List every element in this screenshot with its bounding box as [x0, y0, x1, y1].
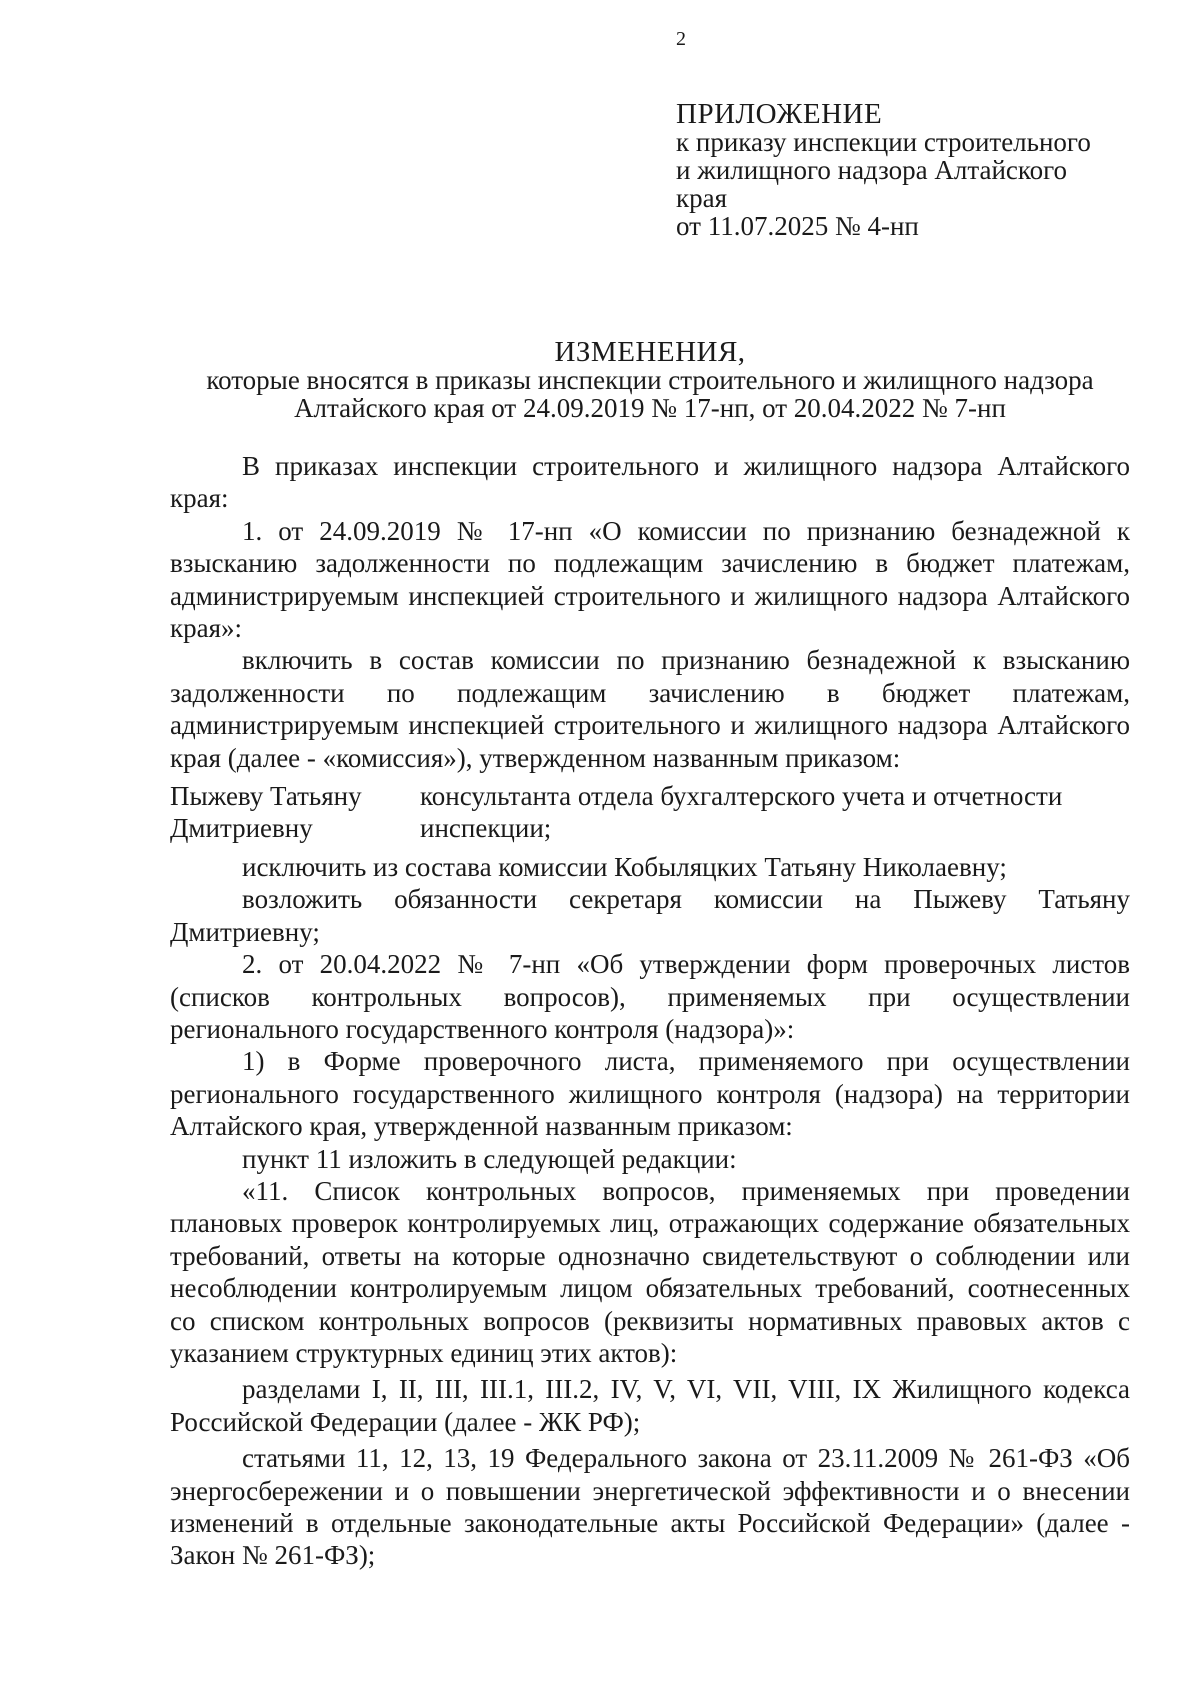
member-name-line: Пыжеву Татьяну [170, 781, 362, 812]
paragraph-articles: статьями 11, 12, 13, 19 Федерального закона от 23.11.2009 № 261-ФЗ «Об энергосбережении и о повышении энергетической эффективности и о внесении изменений в отдельные законодательные акты Российской Федерации» (далее - Закон № 261-ФЗ); [170, 1443, 1130, 1571]
member-role-line: консультанта отдела бухгалтерского учета и отчетности [420, 781, 1063, 812]
heading-line: Алтайского края от 24.09.2019 № 17-нп, от 20.04.2022 № 7-нп [294, 393, 1006, 423]
paragraph-point-11: пункт 11 изложить в следующей редакции: [242, 1143, 737, 1174]
document-heading [170, 338, 1130, 422]
paragraph-item-1: 1. от 24.09.2019 № 17-нп «О комиссии по признанию безнадежной к взысканию задолженности по подлежащим зачислению в бюджет платежам, администрируемым инспекцией строительного и жилищного надзора Алтайского края»: [170, 515, 1130, 644]
appendix-block [676, 100, 1091, 240]
appendix-title: ПРИЛОЖЕНИЕ [676, 98, 883, 130]
document-body [170, 450, 1130, 1572]
member-role-line: инспекции; [420, 813, 552, 844]
appendix-line: и жилищного надзора Алтайского [676, 155, 1068, 185]
paragraph-exclude: исключить из состава комиссии Кобыляцких Татьяну Николаевну; [242, 851, 1007, 882]
paragraph-secretary: возложить обязанности секретаря комиссии на Пыжеву Татьяну Дмитриевну; [170, 884, 1130, 947]
paragraph-subitem-1: 1) в Форме проверочного листа, применяемого при осуществлении регионального государственного жилищного контроля (надзора) на территории Алтайского края, утвержденной названным приказом: [170, 1046, 1130, 1142]
paragraph-item-2: 2. от 20.04.2022 № 7-нп «Об утверждении форм проверочных листов (списков контрольных вопросов), применяемых при осуществлении регионального государственного контроля (надзора)»: [170, 949, 1130, 1044]
member-name [170, 780, 420, 845]
appendix-line: от 11.07.2025 № 4-нп [676, 211, 919, 241]
paragraph-quote-11: «11. Список контрольных вопросов, применяемых при проведении плановых проверок контролируемых лиц, отражающих содержание обязательных требований, ответы на которые однозначно свидетельствуют о соблюдении или несоблюдении контролируемым лицом обязательных требований, соотнесенных со списком контрольных вопросов (реквизиты нормативных правовых актов с указанием структурных единиц этих актов): [170, 1175, 1130, 1368]
paragraph-sections: разделами I, II, III, III.1, III.2, IV, V, VI, VII, VIII, IX Жилищного кодекса Российской Федерации (далее - ЖК РФ); [170, 1374, 1130, 1437]
member-role [420, 780, 1130, 845]
appendix-line: края [676, 183, 728, 213]
page-number: 2 [676, 28, 686, 50]
appendix-line: к приказу инспекции строительного [676, 127, 1091, 157]
heading-line: которые вносятся в приказы инспекции строительного и жилищного надзора [206, 365, 1094, 395]
paragraph-intro: В приказах инспекции строительного и жилищного надзора Алтайского края: [170, 451, 1130, 514]
heading-title: ИЗМЕНЕНИЯ, [554, 336, 746, 368]
committee-member-row [170, 780, 1130, 845]
member-name-line: Дмитриевну [170, 813, 313, 844]
paragraph-include: включить в состав комиссии по признанию безнадежной к взысканию задолженности по подлежащим зачислению в бюджет платежам, администрируемым инспекцией строительного и жилищного надзора Алтайского края (далее - «комиссия»), утвержденном названным приказом: [170, 645, 1130, 773]
